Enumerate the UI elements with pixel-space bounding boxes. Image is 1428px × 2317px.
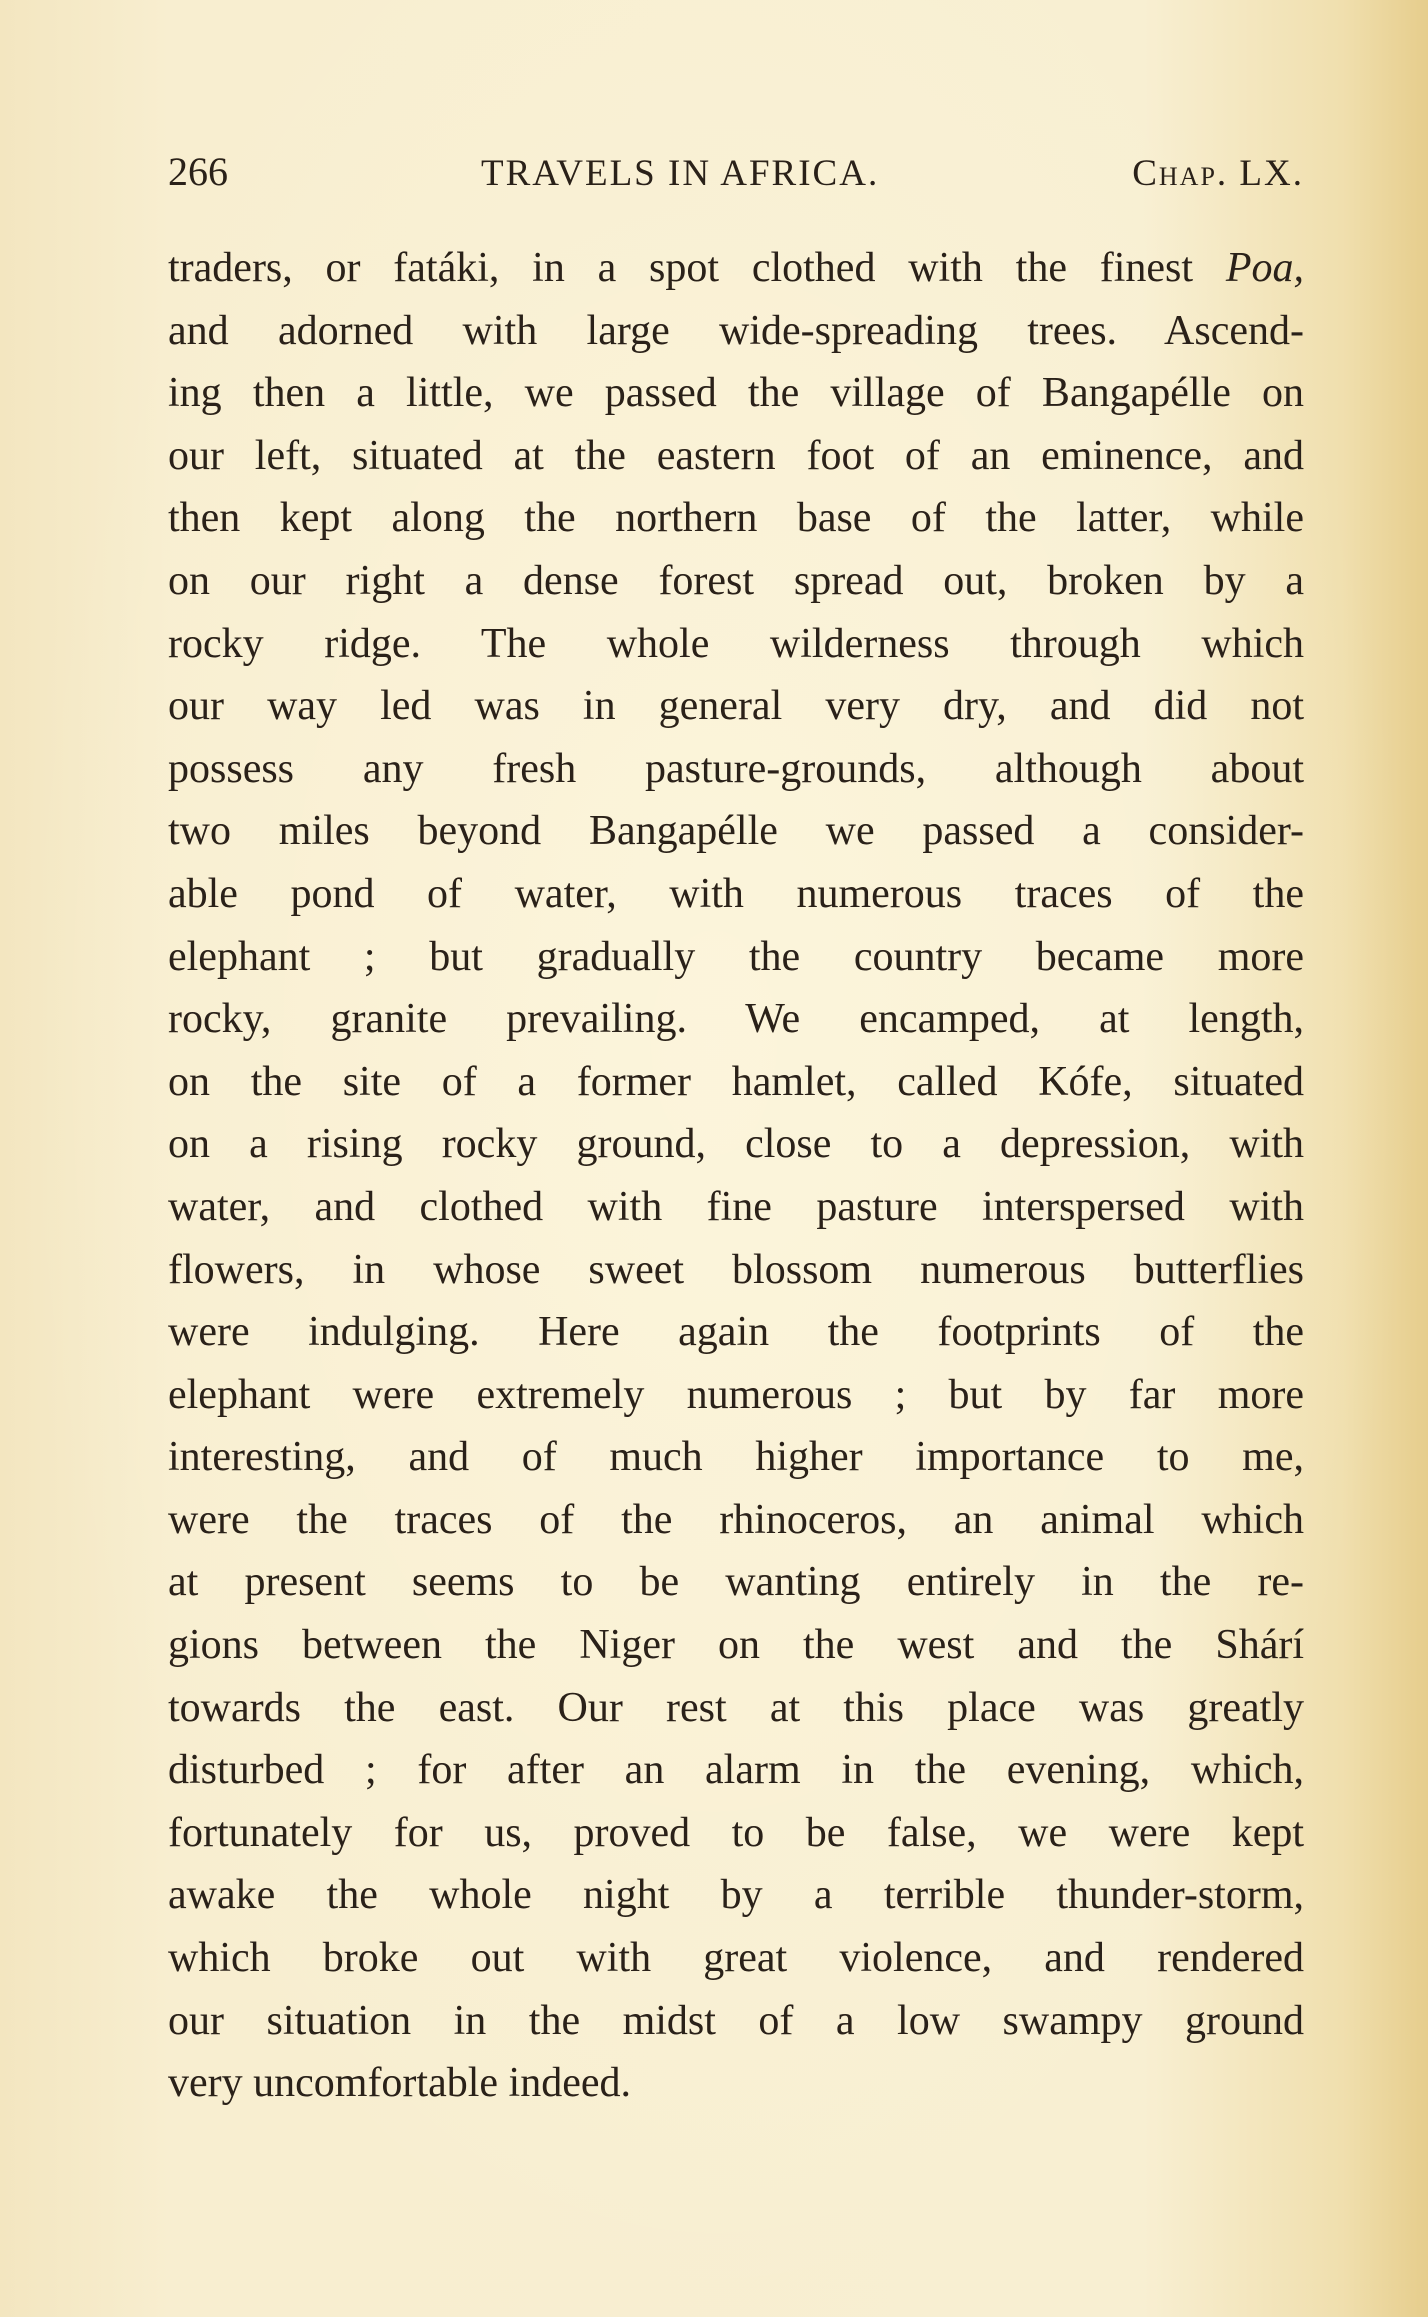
text-line: very uncomfortable indeed. <box>168 2060 631 2107</box>
text-line: rocky ridge. The whole wilderness through which <box>168 620 1304 667</box>
text-line: two miles beyond Bangapélle we passed a consider- <box>168 808 1304 855</box>
text-line: on a rising rocky ground, close to a depression, with <box>168 1121 1304 1168</box>
text-line: interesting, and of much higher importance to me, <box>168 1434 1304 1481</box>
text-line: on the site of a former hamlet, called Kófe, situated <box>168 1058 1304 1105</box>
text-line: at present seems to be wanting entirely in the re- <box>168 1559 1304 1606</box>
text-line: were the traces of the rhinoceros, an animal which <box>168 1496 1304 1543</box>
text-line: disturbed ; for after an alarm in the evening, which, <box>168 1747 1304 1794</box>
text-line: and adorned with large wide-spreading trees. Ascend- <box>168 307 1304 354</box>
text-line: able pond of water, with numerous traces of the <box>168 870 1304 917</box>
text-line: were indulging. Here again the footprints of the <box>168 1309 1304 1356</box>
text-line: then kept along the northern base of the latter, while <box>168 495 1304 542</box>
text-line: awake the whole night by a terrible thunder-storm, <box>168 1872 1304 1919</box>
text-line: which broke out with great violence, and rendered <box>168 1935 1304 1982</box>
text-line: our left, situated at the eastern foot of an eminence, and <box>168 432 1304 479</box>
chapter-label: Chap. LX. <box>1132 153 1304 194</box>
text-line: flowers, in whose sweet blossom numerous butterflies <box>168 1246 1304 1293</box>
text-line: ing then a little, we passed the village of Bangapélle on <box>168 370 1304 417</box>
text-line: elephant ; but gradually the country became more <box>168 933 1304 980</box>
body-text <box>168 237 1304 2115</box>
page-number: 266 <box>168 149 228 194</box>
text-line: possess any fresh pasture-grounds, although about <box>168 745 1304 792</box>
text-line <box>168 237 1304 300</box>
page-header <box>168 148 1304 204</box>
text-line: water, and clothed with fine pasture interspersed with <box>168 1183 1304 1230</box>
text-line-content: traders, or fatáki, in a spot clothed with the finest <box>168 245 1194 291</box>
text-line: elephant were extremely numerous ; but by far more <box>168 1371 1304 1418</box>
running-title: TRAVELS IN AFRICA. <box>481 153 880 194</box>
text-line: rocky, granite prevailing. We encamped, at length, <box>168 996 1304 1043</box>
text-line: towards the east. Our rest at this place was greatly <box>168 1684 1304 1731</box>
text-line: our situation in the midst of a low swampy ground <box>168 1997 1304 2044</box>
italic-term: Poa, <box>1225 245 1304 291</box>
text-line: our way led was in general very dry, and did not <box>168 683 1304 730</box>
text-line: on our right a dense forest spread out, broken by a <box>168 557 1304 604</box>
text-line: gions between the Niger on the west and the Shárí <box>168 1622 1304 1669</box>
text-line: fortunately for us, proved to be false, we were kept <box>168 1809 1304 1856</box>
